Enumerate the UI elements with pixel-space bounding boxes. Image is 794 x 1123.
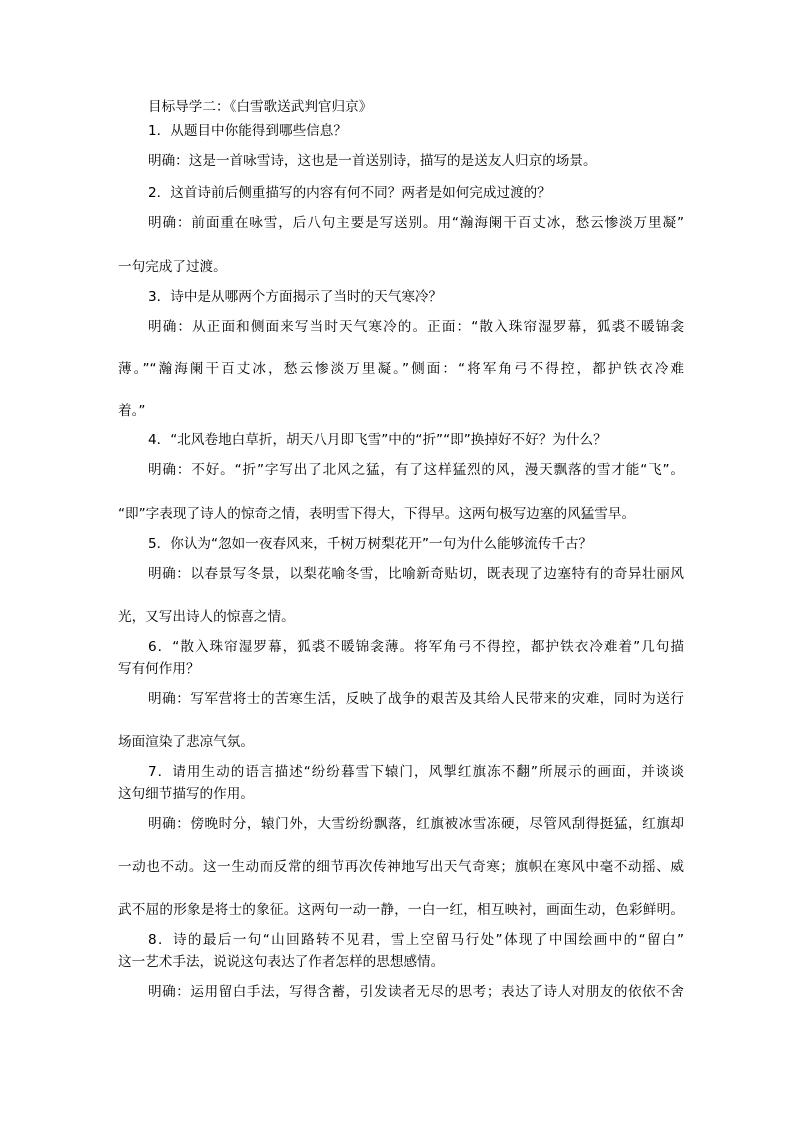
answer-4-line-2: “即”字表现了诗人的惊奇之情，表明雪下得大，下得早。这两句极写边塞的风猛雪早。 [118, 506, 636, 522]
answer-1: 明确：这是一首咏雪诗，这也是一首送别诗，描写的是送友人归京的场景。 [148, 153, 597, 169]
answer-7-line-2: 一动也不动。这一生动而反常的细节再次传神地写出天气奇寒；旗帜在寒风中毫不动摇、威 [118, 859, 684, 875]
answer-8-line-1: 明确：运用留白手法，写得含蓄，引发读者无尽的思考；表达了诗人对朋友的依依不舍 [148, 984, 684, 1000]
question-8-line-2: 这一艺术手法，说说这句表达了作者怎样的思想感情。 [118, 954, 445, 970]
answer-6-line-2: 场面渲染了悲凉气氛。 [118, 734, 254, 750]
question-6-line-2: 写有何作用？ [118, 661, 200, 677]
answer-5-line-1: 明确：以春景写冬景，以梨花喻冬雪，比喻新奇贴切，既表现了边塞特有的奇异壮丽风 [148, 566, 684, 582]
section-heading: 目标导学二：《白雪歌送武判官归京》 [148, 99, 373, 115]
question-3: 3．诗中是从哪两个方面揭示了当时的天气寒冷？ [148, 289, 443, 305]
answer-3-line-3: 着。” [118, 403, 146, 419]
question-6-line-1: 6．“散入珠帘湿罗幕，狐裘不暖锦衾薄。将军角弓不得控，都护铁衣冷难着”几句描 [148, 639, 684, 655]
question-7-line-1: 7．请用生动的语言描述“纷纷暮雪下辕门，风掣红旗冻不翻”所展示的画面，并谈谈 [148, 764, 684, 780]
question-8-line-1: 8．诗的最后一句“山回路转不见君，雪上空留马行处”体现了中国绘画中的“留白” [148, 932, 684, 948]
answer-2-line-2: 一句完成了过渡。 [118, 259, 227, 275]
question-1: 1．从题目中你能得到哪些信息？ [148, 123, 347, 139]
question-2: 2．这首诗前后侧重描写的内容有何不同？两者是如何完成过渡的？ [148, 185, 551, 201]
answer-7-line-1: 明确：傍晚时分，辕门外，大雪纷纷飘落，红旗被冰雪冻硬，尽管风刮得挺猛，红旗却 [148, 816, 684, 832]
answer-3-line-1: 明确：从正面和侧面来写当时天气寒冷的。正面：“散入珠帘湿罗幕，狐裘不暖锦衾 [148, 319, 684, 335]
answer-4-line-1: 明确：不好。“折”字写出了北风之猛，有了这样猛烈的风，漫天飘落的雪才能“飞”。 [148, 462, 684, 478]
answer-7-line-3: 武不屈的形象是将士的象征。这两句一动一静，一白一红，相互映衬，画面生动，色彩鲜明。 [118, 902, 684, 918]
question-5: 5．你认为“忽如一夜春风来，千树万树梨花开”一句为什么能够流传千古？ [148, 536, 593, 552]
question-7-line-2: 这句细节描写的作用。 [118, 786, 254, 802]
question-4: 4．“北风卷地白草折，胡天八月即飞雪”中的“折”“即”换掉好不好？为什么？ [148, 432, 607, 448]
answer-5-line-2: 光，又写出诗人的惊喜之情。 [118, 609, 295, 625]
answer-3-line-2: 薄。”“瀚海阑干百丈冰，愁云惨淡万里凝。”侧面：“将军角弓不得控，都护铁衣冷难 [118, 361, 684, 377]
answer-6-line-1: 明确：写军营将士的苦寒生活，反映了战争的艰苦及其给人民带来的灾难，同时为送行 [148, 691, 684, 707]
answer-2-line-1: 明确：前面重在咏雪，后八句主要是写送别。用“瀚海阑干百丈冰，愁云惨淡万里凝” [148, 215, 684, 231]
